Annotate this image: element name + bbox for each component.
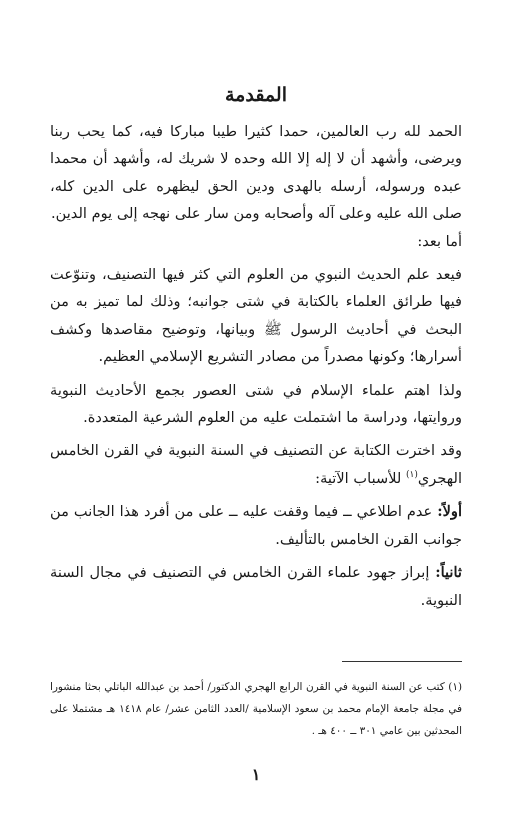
footnote-separator: [342, 661, 462, 662]
reason-second-label: ثانياً:: [435, 564, 462, 582]
paragraph-opening-praise: الحمد لله رب العالمين، حمدا كثيرا طيبا مباركا فيه، كما يحب ربنا ويرضى، وأشهد أن لا إله إلا الله وحده لا شريك له، وأشهد أن محمدا عبده ورسوله، أرسله بالهدى ودين الحق ليظهره على الدين كله، صلى الله عليه وعلى آله وأصحابه ومن سار على نهجه إلى يوم الدين.: [50, 123, 462, 223]
paragraph-reason-second: [50, 559, 462, 614]
paragraph-scholars-interest: ولذا اهتم علماء الإسلام في شتى العصور بجمع الأحاديث النبوية وروايتها، ودراسة ما اشتملت عليه من العلوم الشرعية المتعددة.: [50, 381, 462, 427]
footnote: (١) كتب عن السنة النبوية في القرن الرابع الهجري الدكتور/ أحمد بن عبدالله الباتلي بحثا منشورا في مجلة جامعة الإمام محمد بن سعود الإسلامية /العدد الثامن عشر/ عام ١٤١٨ هـ مشتملا على المحدثين بين عامي ٣٠١ ــ ٤٠٠ هـ .: [50, 681, 462, 737]
footnote-marker: (١): [406, 470, 418, 481]
topic-choice-text: وقد اخترت الكتابة عن التصنيف في السنة النبوية في القرن الخامس الهجري: [50, 442, 462, 487]
reason-second-text: إبراز جهود علماء القرن الخامس في التصنيف في مجال السنة النبوية.: [50, 564, 462, 609]
paragraph-amma-baad: أما بعد:: [417, 232, 462, 250]
page-number: ١: [251, 765, 261, 784]
main-text: [50, 118, 462, 614]
reason-first-label: أولاً:: [437, 503, 462, 521]
paragraph-reason-first: [50, 498, 462, 553]
paragraph-hadith-science: فيعد علم الحديث النبوي من العلوم التي كثر فيها التصنيف، وتنوّعت فيها طرائق العلماء بالكتابة في شتى جوانبه؛ وذلك لما تميز به من البحث في أحاديث الرسول ﷺ وبيانها، وتوضيح مقاصدها وكشف أسرارها؛ وكونها مصدراً من مصادر التشريع الإسلامي العظيم.: [50, 266, 462, 366]
topic-choice-text-end: للأسباب الآتية:: [315, 469, 406, 487]
reason-first-text: عدم اطلاعي ــ فيما وقفت عليه ــ على من أفرد هذا الجانب من جوانب القرن الخامس بالتأليف.: [50, 503, 462, 548]
page-title: المقدمة: [224, 84, 287, 106]
paragraph-topic-choice: [50, 437, 462, 492]
